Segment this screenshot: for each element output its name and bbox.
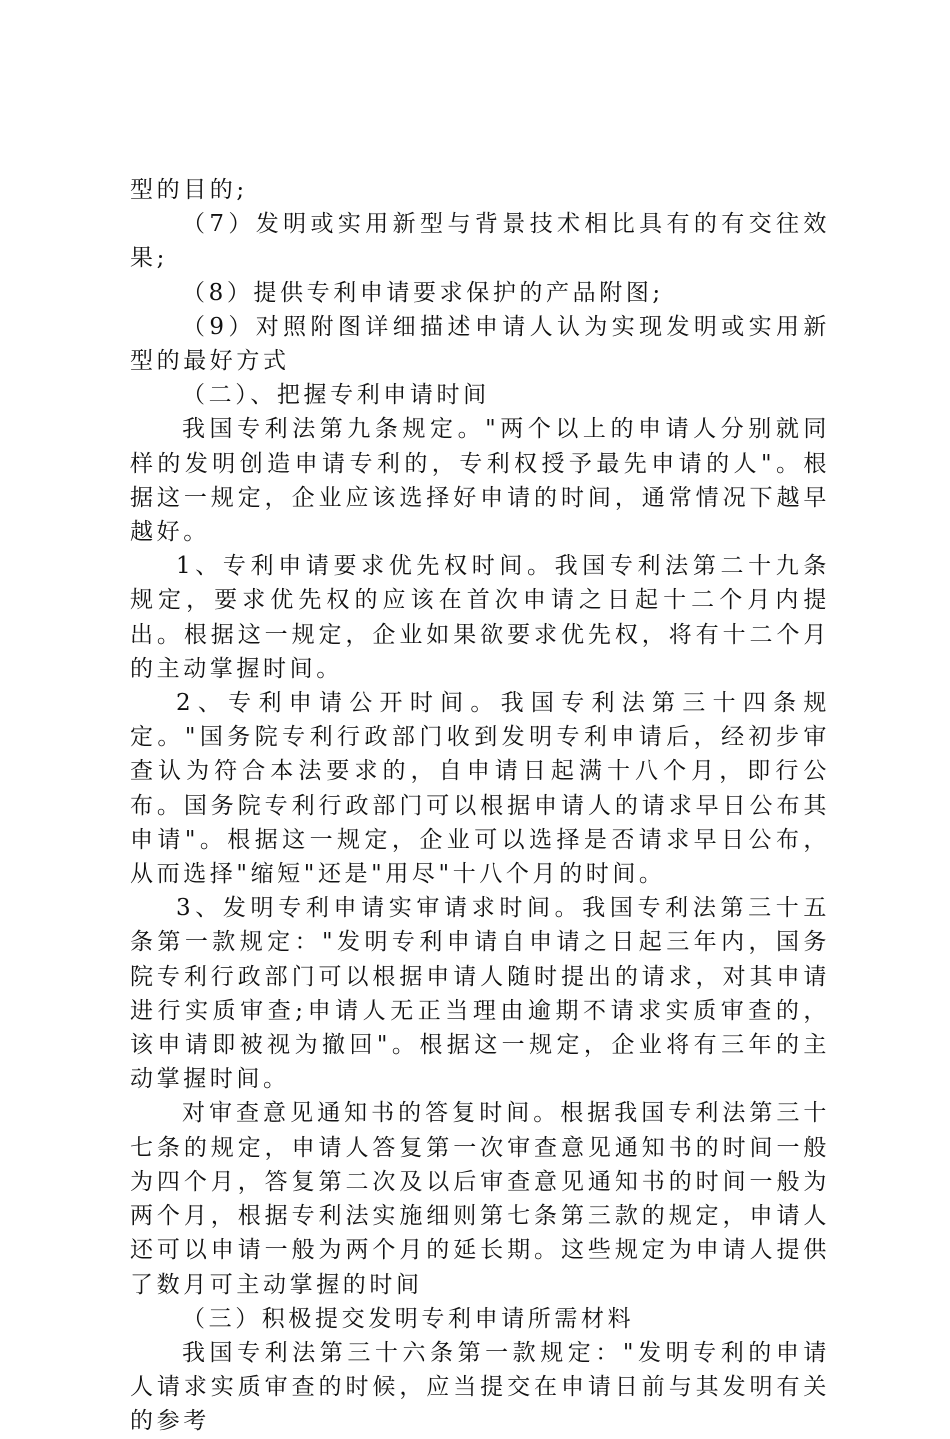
paragraph-9: 3、发明专利申请实审请求时间。我国专利法第三十五条第一款规定："发明专利申请自申请之日起三年内，国务院专利行政部门可以根据申请人随时提出的请求，对其申请进行实质审查;申请人无正当理由逾期不请求实质审查的，该申请即被视为撤回"。根据这一规定，企业将有三年的主动掌握时间。 [130,895,830,1093]
paragraph-1: 型的目的; [130,177,248,203]
paragraph-2: （7）发明或实用新型与背景技术相比具有的有交往效果; [130,211,830,272]
paragraph-10: 对审查意见通知书的答复时间。根据我国专利法第三十七条的规定，申请人答复第一次审查意见通知书的时间一般为四个月，答复第二次及以后审查意见通知书的时间一般为两个月，根据专利法实施细则第七条第三款的规定，申请人还可以申请一般为两个月的延长期。这些规定为申请人提供了数月可主动掌握的时间 [130,1100,830,1298]
paragraph-6: 我国专利法第九条规定。"两个以上的申请人分别就同样的发明创造申请专利的，专利权授予最先申请的人"。根据这一规定，企业应该选择好申请的时间，通常情况下越早越好。 [130,416,830,546]
paragraph-7: 1、专利申请要求优先权时间。我国专利法第二十九条规定，要求优先权的应该在首次申请之日起十二个月内提出。根据这一规定，企业如果欲要求优先权，将有十二个月的主动掌握时间。 [130,553,830,682]
section-heading-3: （三）积极提交发明专利申请所需材料 [182,1305,635,1332]
document-body [130,173,830,1439]
paragraph-3: （8）提供专利申请要求保护的产品附图; [182,279,664,306]
paragraph-12: 我国专利法第三十六条第一款规定："发明专利的申请人请求实质审查的时候，应当提交在申请日前与其发明有关的参考 [130,1339,830,1435]
paragraph-4: （9）对照附图详细描述申请人认为实现发明或实用新型的最好方式 [130,313,830,375]
section-heading-2: （二）、把握专利申请时间 [182,382,490,409]
paragraph-8: 2、专利申请公开时间。我国专利法第三十四条规定。"国务院专利行政部门收到发明专利申请后，经初步审查认为符合本法要求的，自申请日起满十八个月，即行公布。国务院专利行政部门可以根据申请人的请求早日公布其申请"。根据这一规定，企业可以选择是否请求早日公布，从而选择"缩短"还是"用尽"十八个月的时间。 [130,690,830,888]
